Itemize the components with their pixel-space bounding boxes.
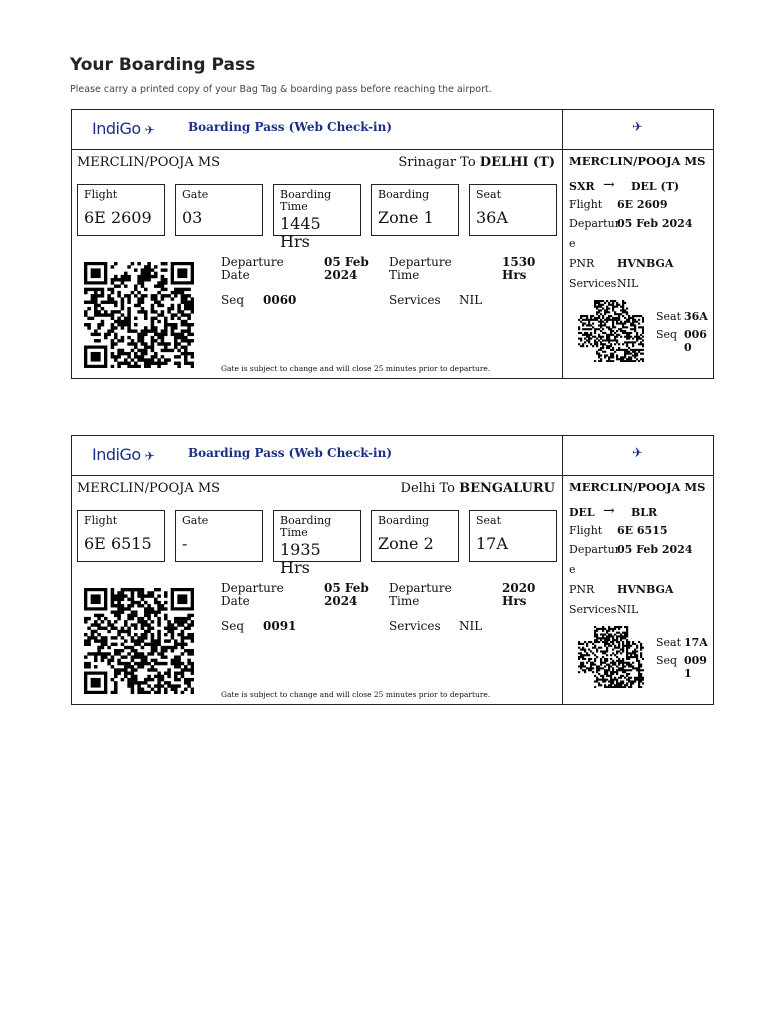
airplane-icon: ✈ bbox=[632, 446, 643, 461]
stub-flight: 6E 6515 bbox=[617, 524, 668, 537]
page-subtitle: Please carry a printed copy of your Bag Tag & boarding pass before reaching the airport. bbox=[70, 84, 492, 95]
seat-number: 17A bbox=[476, 534, 508, 553]
arrow-right-icon: → bbox=[603, 503, 615, 519]
stub-services: NIL bbox=[617, 603, 639, 616]
airplane-icon: ✈ bbox=[144, 123, 155, 137]
qr-code bbox=[578, 626, 644, 688]
sequence-number: 0060 bbox=[263, 293, 297, 307]
departure-time: 1530 Hrs bbox=[502, 255, 536, 282]
boarding-zone: Zone 2 bbox=[378, 534, 434, 553]
stub-seq: 009 bbox=[684, 654, 707, 667]
departure-date: 05 Feb 2024 bbox=[324, 255, 369, 282]
stub-services: NIL bbox=[617, 277, 639, 290]
stub-from: SXR bbox=[569, 180, 595, 193]
boarding-time-box: Boarding Time 1445 Hrs bbox=[273, 184, 361, 236]
flight-box: Flight 6E 2609 bbox=[77, 184, 165, 236]
boarding-time: 1935 Hrs bbox=[280, 540, 321, 577]
pass-stub: MERCLIN/POOJA MS SXR → DEL (T) Flight 6E 2609 Departur 05 Feb 2024 e PNR HVNBGA Services NIL Seat 36A Seq 006 0 bbox=[569, 110, 715, 380]
qr-code bbox=[578, 300, 644, 362]
boarding-zone-box: Boarding Zone 2 bbox=[371, 510, 459, 562]
route: Delhi To BENGALURU bbox=[400, 481, 555, 496]
passenger-name: MERCLIN/POOJA MS bbox=[77, 155, 221, 170]
pass-stub: MERCLIN/POOJA MS DEL → BLR Flight 6E 6515 Departur 05 Feb 2024 e PNR HVNBGA Services NIL Seat 17A Seq 009 1 bbox=[569, 436, 715, 706]
boarding-zone-box: Boarding Zone 1 bbox=[371, 184, 459, 236]
stub-passenger: MERCLIN/POOJA MS bbox=[569, 480, 706, 494]
boarding-zone: Zone 1 bbox=[378, 208, 434, 227]
indigo-logo: IndiGo ✈ bbox=[92, 119, 155, 138]
route: Srinagar To DELHI (T) bbox=[398, 155, 555, 170]
stub-to: DEL (T) bbox=[631, 180, 680, 193]
qr-code bbox=[84, 588, 194, 694]
seat-box: Seat 17A bbox=[469, 510, 557, 562]
boarding-pass-2: IndiGo ✈ Boarding Pass (Web Check-in) ✈ MERCLIN/POOJA MS Delhi To BENGALURU Flight 6E 6515 Gate - Boarding Time 1935 Hrs Boarding Zone 2 Seat 17A Departure Date 05 Feb 2024 Departure Time 2020 Hrs Seq 0091 Services NIL Gate is subject to change and will close 25 minutes prior to departure. MERCLIN/POOJA MS DEL → BLR Flight 6E 6515 Departur 05 Feb 2024 e PNR HVNBGA Services NIL Seat 17A Seq 009 1 bbox=[71, 435, 714, 705]
boarding-pass-1: IndiGo ✈ Boarding Pass (Web Check-in) ✈ MERCLIN/POOJA MS Srinagar To DELHI (T) Flight 6E 2609 Gate 03 Boarding Time 1445 Hrs Boarding Zone 1 Seat 36A Departure Date 05 Feb 2024 Departure Time 1530 Hrs Seq 0060 Services NIL Gate is subject to change and will close 25 minutes prior to departure. MERCLIN/POOJA MS SXR → DEL (T) Flight 6E 2609 Departur 05 Feb 2024 e PNR HVNBGA Services NIL Seat 36A Seq 006 0 bbox=[71, 109, 714, 379]
flight-number: 6E 6515 bbox=[84, 534, 152, 553]
stub-flight: 6E 2609 bbox=[617, 198, 668, 211]
boarding-time-box: Boarding Time 1935 Hrs bbox=[273, 510, 361, 562]
qr-code bbox=[84, 262, 194, 368]
seat-box: Seat 36A bbox=[469, 184, 557, 236]
stub-departure: 05 Feb 2024 bbox=[617, 217, 693, 230]
gate-number: 03 bbox=[182, 208, 203, 227]
stub-pnr: HVNBGA bbox=[617, 583, 674, 596]
pass-type: Boarding Pass (Web Check-in) bbox=[188, 446, 393, 460]
stub-pnr: HVNBGA bbox=[617, 257, 674, 270]
stub-from: DEL bbox=[569, 506, 595, 519]
sequence-number: 0091 bbox=[263, 619, 297, 633]
services-value: NIL bbox=[459, 619, 483, 633]
airplane-icon: ✈ bbox=[632, 120, 643, 135]
gate-note: Gate is subject to change and will close 25 minutes prior to departure. bbox=[221, 690, 491, 699]
boarding-time: 1445 Hrs bbox=[280, 214, 321, 251]
gate-box: Gate 03 bbox=[175, 184, 263, 236]
pass-type: Boarding Pass (Web Check-in) bbox=[188, 120, 393, 134]
arrow-right-icon: → bbox=[603, 177, 615, 193]
gate-number: - bbox=[182, 534, 188, 553]
stub-to: BLR bbox=[631, 506, 658, 519]
airplane-icon: ✈ bbox=[144, 449, 155, 463]
stub-seat: 17A bbox=[684, 636, 708, 649]
stub-passenger: MERCLIN/POOJA MS bbox=[569, 154, 706, 168]
departure-time: 2020 Hrs bbox=[502, 581, 536, 608]
stub-seat: 36A bbox=[684, 310, 708, 323]
passenger-name: MERCLIN/POOJA MS bbox=[77, 481, 221, 496]
gate-note: Gate is subject to change and will close 25 minutes prior to departure. bbox=[221, 364, 491, 373]
stub-departure: 05 Feb 2024 bbox=[617, 543, 693, 556]
seat-number: 36A bbox=[476, 208, 508, 227]
gate-box: Gate - bbox=[175, 510, 263, 562]
services-value: NIL bbox=[459, 293, 483, 307]
departure-date: 05 Feb 2024 bbox=[324, 581, 369, 608]
stub-seq: 006 bbox=[684, 328, 707, 341]
indigo-logo: IndiGo ✈ bbox=[92, 445, 155, 464]
flight-box: Flight 6E 6515 bbox=[77, 510, 165, 562]
flight-number: 6E 2609 bbox=[84, 208, 152, 227]
page-title: Your Boarding Pass bbox=[70, 55, 256, 75]
